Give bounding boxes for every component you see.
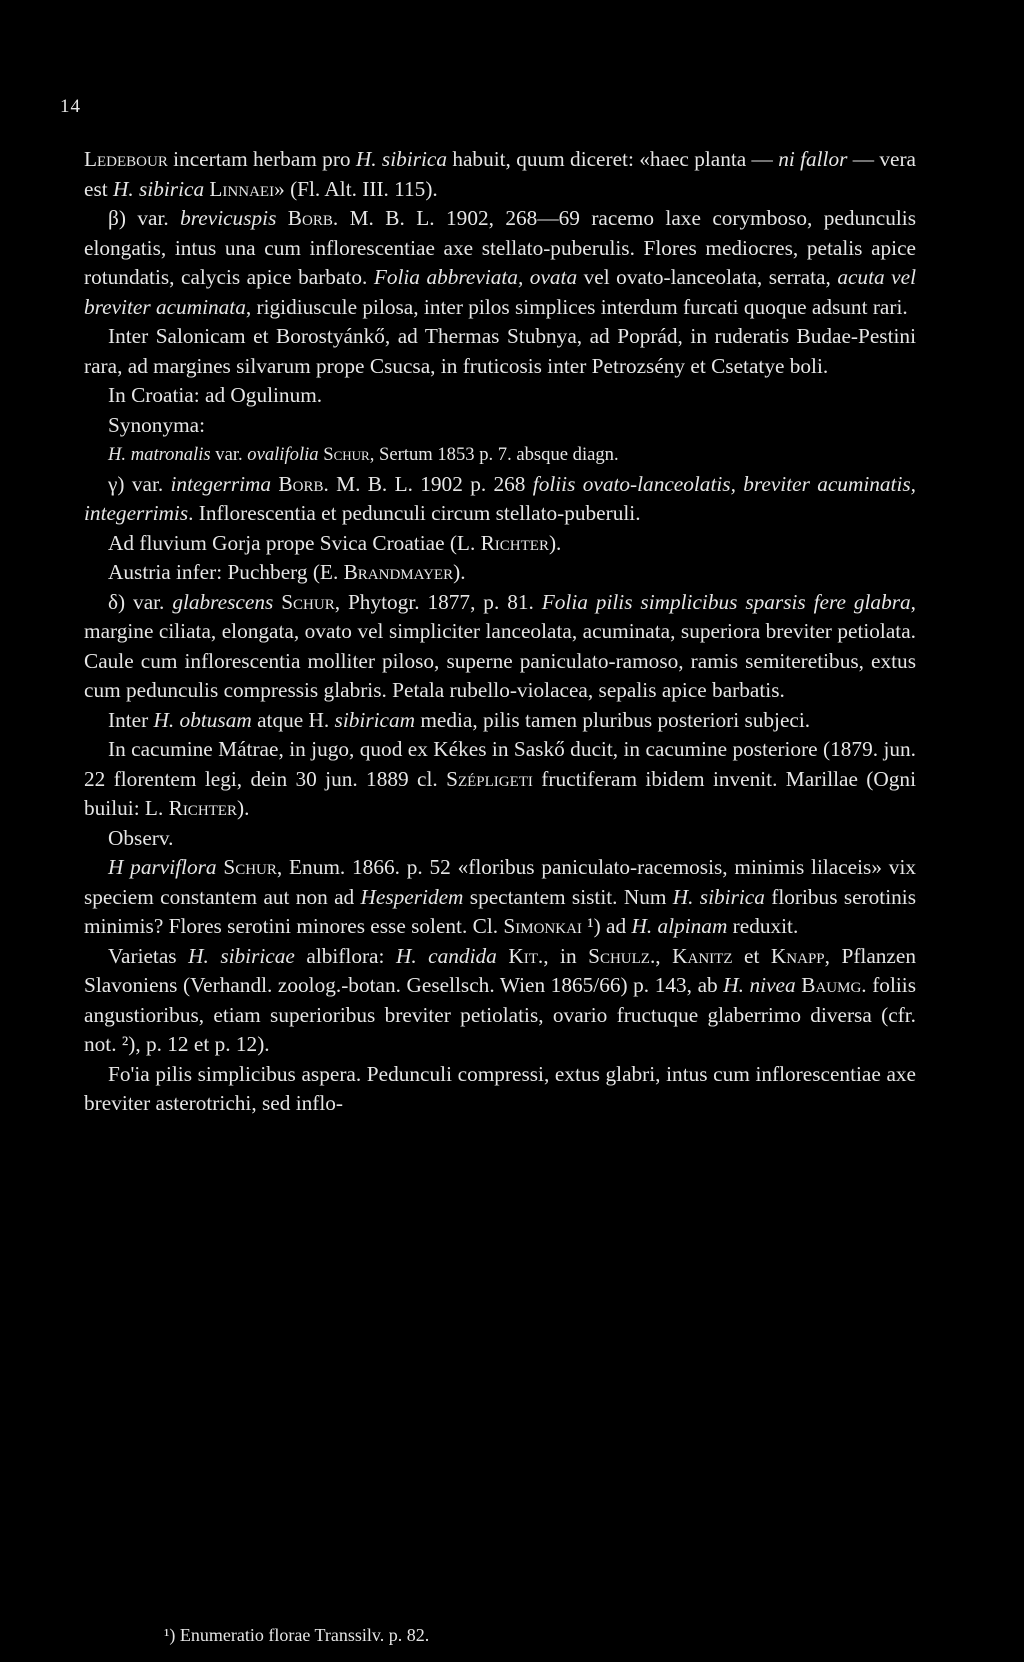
paragraph [84, 942, 916, 1060]
text-run: ). [548, 530, 562, 555]
text-run: Varietas [108, 943, 189, 968]
text-run: , Enum. 1866. p. 52 «floribus paniculato-racemosis, minimis lilaceis» vix speciem constantem aut non ad [84, 855, 917, 909]
paragraph [84, 322, 916, 381]
italic-text: H. sibiricae [188, 943, 295, 968]
author-name: Schur [323, 444, 370, 465]
text-run: floribus serotinis minimis? Flores serotini minores esse solent. Cl. [84, 884, 916, 938]
text-run: Fo'ia pilis simplicibus aspera. Pedunculi compressi, extus glabri, intus cum inflorescentiae axe breviter asterotrichi, sed inflo- [84, 1061, 916, 1115]
text-run: albiflora: [294, 943, 396, 968]
paragraph [84, 853, 916, 942]
italic-text: H. nivea [723, 973, 796, 997]
italic-text: ovalifolia [247, 444, 319, 465]
author-name: Simonkai [503, 914, 582, 938]
paragraph [84, 529, 916, 559]
text-run: , margine ciliata, elongata, ovato vel simpliciter lanceolata, acuminata, superiora breviter petiolata. Caule cum inflorescentia molliter piloso, superne paniculato-ramoso, ramis semiteretibus, extus cum pedunculis compressis glabris. Petala rubello-violacea, sepalis apice barbatis. [84, 589, 916, 702]
text-run: » (Fl. Alt. III. 115). [274, 176, 438, 201]
paragraph [84, 470, 916, 529]
text-run: foliis angustioribus, etiam superioribus breviter petiolatis, ovario fructuque glaberrimo diversa (cfr. not. ²), p. 12 et p. 12). [84, 973, 916, 1056]
paragraph [84, 706, 916, 736]
text-run: , in [543, 943, 589, 968]
text-run: , rigidiuscule pilosa, inter pilos simplices interdum furcati quoque adsunt rari. [245, 294, 908, 319]
text-run: In Croatia: ad Ogulinum. [108, 383, 323, 407]
italic-text: H. alpinam [631, 914, 728, 938]
text-run: habuit, quum diceret: «haec planta — [447, 147, 779, 171]
text-run: ). [236, 796, 250, 820]
text-run: incertam herbam pro [167, 147, 356, 171]
text-run: fructiferam ibidem invenit. Marillae (Ogni builui: L. [84, 766, 916, 820]
author-name: Borb. [278, 471, 329, 496]
text-run [497, 944, 509, 968]
footnote: ¹) Enumeratio florae Transsilv. p. 82. [164, 1625, 430, 1645]
italic-text: H. sibirica [112, 176, 205, 201]
paragraph [84, 381, 916, 411]
text-run: ). [453, 560, 466, 584]
text-run: Austria infer: Puchberg (E. [108, 560, 344, 584]
author-name: Baumg. [801, 973, 867, 997]
paragraph [84, 588, 916, 706]
paragraph [84, 145, 916, 204]
paragraph [84, 735, 916, 824]
author-name: Schur [223, 855, 277, 879]
text-run: media, pilis tamen pluribus posteriori subjeci. [415, 707, 811, 732]
italic-text: Folia pilis simplicibus sparsis fere glabra [541, 589, 911, 614]
text-run: Observ. [108, 825, 174, 850]
paragraph [84, 440, 916, 470]
italic-text: Folia abbreviata, ovata [373, 265, 578, 289]
text-run [273, 590, 281, 614]
text-run: Inter Salonicam et Borostyánkő, ad Thermas Stubnya, ad Poprád, in ruderatis Budae-Pestini rara, ad margines silvarum prope Csucsa, in fruticosis inter Petrozsény et Csetatye boli. [84, 324, 916, 378]
italic-text: H. matronalis [108, 444, 211, 465]
italic-text: acuta vel breviter acuminata [84, 265, 916, 319]
italic-text: sibiricam [334, 707, 416, 732]
text-run: M. B. L. 1902 p. 268 [328, 471, 533, 496]
author-name: Richter [168, 796, 237, 820]
text-run: β) var. [108, 206, 181, 230]
text-run: var. [210, 444, 248, 465]
author-name: Schur [281, 589, 335, 614]
text-run: vel ovato-lanceolata, serrata, [577, 265, 838, 289]
author-name: Richter [480, 530, 549, 555]
paragraph [84, 1060, 916, 1119]
italic-text: foliis ovato-lanceolatis, breviter acuminatis, integerrimis [84, 471, 916, 525]
text-run: reduxit. [727, 914, 799, 938]
text-run: Ad fluvium Gorja prope Svica Croatiae (L. [108, 530, 481, 555]
text-run: ¹) ad [581, 914, 632, 938]
text-run: M. B. L. 1902, 268—69 racemo laxe corymboso, pedunculis elongatis, intus una cum inflorescentiae axe stellato-puberulis. Flores mediocres, petalis apice rotundatis, calycis apice barbato. [84, 206, 916, 289]
author-name: Knapp [770, 943, 825, 968]
text-run: δ) var. [108, 589, 173, 614]
italic-text: H. obtusam [153, 707, 252, 732]
author-name: Linnaei [209, 176, 275, 201]
italic-text: H. sibirica [355, 147, 447, 171]
author-name: Ledebour [84, 147, 168, 171]
italic-text: H. candida [395, 943, 497, 968]
text-run: , [655, 943, 673, 968]
text-run: — vera est [84, 147, 917, 201]
italic-text: H. sibirica [672, 884, 765, 909]
author-name: Schulz. [588, 943, 656, 968]
text-run: Inter [108, 707, 154, 732]
italic-text: Hesperidem [360, 884, 464, 909]
text-run: , Sertum 1853 p. 7. absque diagn. [369, 444, 619, 465]
author-name: Brandmayer [343, 560, 454, 584]
text-run: spectantem sistit. Num [463, 884, 673, 909]
paragraph [84, 558, 916, 588]
italic-text: glabrescens [172, 589, 274, 614]
text-run [276, 206, 287, 230]
paragraph [84, 204, 916, 322]
body-text [84, 145, 916, 1119]
paragraph [84, 824, 916, 854]
author-name: Kanitz [672, 943, 733, 968]
author-name: Kit. [508, 943, 544, 968]
italic-text: H parviflora [108, 855, 217, 879]
author-name: Borb. [287, 206, 339, 230]
text-run: . Inflorescentia et pedunculi circum stellato-puberuli. [188, 501, 641, 525]
text-run: Synonyma: [108, 412, 206, 437]
text-run: , Phytogr. 1877, p. 81. [334, 589, 542, 614]
page-number: 14 [60, 96, 81, 117]
italic-text: ni fallor [778, 147, 848, 171]
text-run: In cacumine Mátrae, in jugo, quod ex Kékes in Saskő ducit, in cacumine posteriore (1879. jun. 22 florentem legi, dein 30 jun. 1889 cl. [84, 737, 916, 791]
italic-text: brevicuspis [180, 206, 277, 230]
text-run: et [732, 943, 771, 968]
author-name: Szépligeti [446, 766, 533, 791]
text-run: atque H. [251, 707, 335, 732]
text-run: γ) var. [108, 471, 171, 496]
italic-text: integerrima [170, 471, 272, 496]
text-run: , Pflanzen Slavoniens (Verhandl. zoolog.-botan. Gesellsch. Wien 1865/66) p. 143, ab [84, 943, 916, 997]
paragraph [84, 411, 916, 441]
